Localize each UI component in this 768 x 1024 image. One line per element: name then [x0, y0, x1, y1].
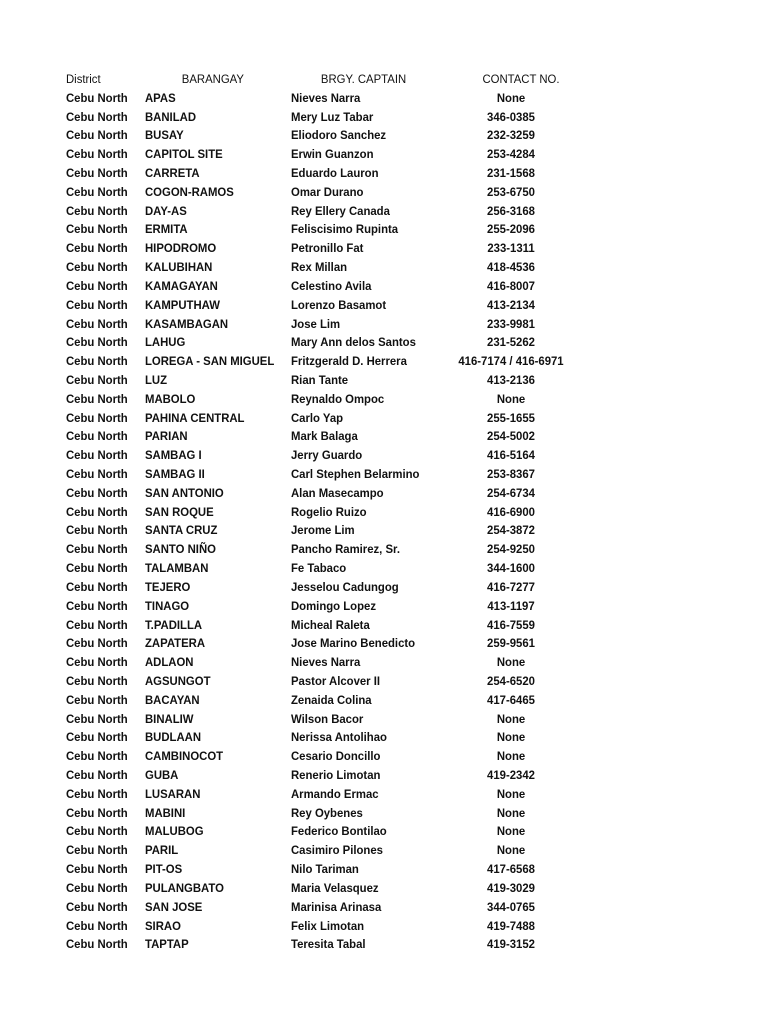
cell-contact: None — [496, 655, 526, 670]
cell-captain: Rex Millan — [291, 260, 348, 275]
table-row — [66, 465, 586, 484]
table-row — [66, 540, 586, 559]
cell-contact: 416-7559 — [487, 617, 535, 632]
cell-contact: 254-3872 — [487, 523, 535, 538]
table-row — [66, 371, 586, 390]
table-row — [66, 634, 586, 653]
cell-contact: 419-3029 — [487, 880, 535, 895]
cell-contact: 254-9250 — [487, 542, 535, 557]
cell-contact: 254-6520 — [487, 673, 535, 688]
table-row — [66, 126, 586, 145]
table-row — [66, 390, 586, 409]
cell-captain: Marinisa Arinasa — [291, 899, 382, 914]
cell-captain: Mark Balaga — [291, 429, 358, 444]
cell-barangay: MABINI — [145, 805, 186, 820]
table-row — [66, 596, 586, 615]
cell-captain: Jose Marino Benedicto — [291, 636, 416, 651]
cell-captain: Felix Limotan — [291, 918, 365, 933]
cell-barangay: SANTO NIÑO — [145, 542, 216, 557]
cell-district: Cebu North — [66, 730, 128, 745]
cell-district: Cebu North — [66, 598, 128, 613]
cell-contact: None — [496, 90, 526, 105]
cell-contact: 233-1311 — [487, 241, 535, 256]
cell-contact: 344-1600 — [487, 561, 535, 576]
table-row — [66, 220, 586, 239]
cell-district: Cebu North — [66, 749, 128, 764]
header-contact: CONTACT NO. — [482, 72, 560, 87]
table-row — [66, 239, 586, 258]
cell-contact: 344-0765 — [487, 899, 535, 914]
cell-captain: Micheal Raleta — [291, 617, 370, 632]
cell-captain: Teresita Tabal — [291, 937, 366, 952]
cell-barangay: T.PADILLA — [145, 617, 203, 632]
cell-district: Cebu North — [66, 335, 128, 350]
cell-barangay: KAMAGAYAN — [145, 278, 218, 293]
cell-district: Cebu North — [66, 278, 128, 293]
cell-district: Cebu North — [66, 805, 128, 820]
table-row — [66, 277, 586, 296]
cell-district: Cebu North — [66, 222, 128, 237]
cell-barangay: KALUBIHAN — [145, 260, 213, 275]
cell-contact: 256-3168 — [487, 203, 535, 218]
cell-barangay: CAMBINOCOT — [145, 749, 224, 764]
cell-contact: 346-0385 — [487, 109, 535, 124]
cell-barangay: APAS — [145, 90, 176, 105]
cell-captain: Nieves Narra — [291, 90, 361, 105]
cell-contact: 416-8007 — [487, 278, 535, 293]
cell-captain: Mary Ann delos Santos — [291, 335, 416, 350]
cell-district: Cebu North — [66, 579, 128, 594]
cell-district: Cebu North — [66, 467, 128, 482]
cell-district: Cebu North — [66, 711, 128, 726]
cell-barangay: LAHUG — [145, 335, 186, 350]
table-body — [66, 89, 586, 954]
cell-captain: Feliscisimo Rupinta — [291, 222, 399, 237]
cell-district: Cebu North — [66, 655, 128, 670]
cell-barangay: ZAPATERA — [145, 636, 206, 651]
cell-captain: Jesselou Cadungog — [291, 579, 399, 594]
cell-district: Cebu North — [66, 617, 128, 632]
cell-barangay: BANILAD — [145, 109, 197, 124]
cell-contact: 254-5002 — [487, 429, 535, 444]
cell-captain: Pastor Alcover II — [291, 673, 381, 688]
cell-barangay: LUSARAN — [145, 786, 201, 801]
cell-contact: 255-2096 — [487, 222, 535, 237]
cell-barangay: CAPITOL SITE — [145, 147, 223, 162]
cell-barangay: MALUBOG — [145, 824, 204, 839]
cell-district: Cebu North — [66, 429, 128, 444]
cell-district: Cebu North — [66, 918, 128, 933]
cell-captain: Rogelio Ruizo — [291, 504, 367, 519]
cell-barangay: COGON-RAMOS — [145, 184, 234, 199]
cell-captain: Maria Velasquez — [291, 880, 379, 895]
cell-contact: 413-2134 — [487, 297, 535, 312]
cell-captain: Domingo Lopez — [291, 598, 377, 613]
table-row — [66, 860, 586, 879]
cell-captain: Celestino Avila — [291, 278, 372, 293]
cell-district: Cebu North — [66, 542, 128, 557]
cell-captain: Fe Tabaco — [291, 561, 347, 576]
cell-barangay: TAPTAP — [145, 937, 189, 952]
cell-barangay: ADLAON — [145, 655, 194, 670]
cell-contact: 417-6465 — [487, 692, 535, 707]
cell-barangay: KASAMBAGAN — [145, 316, 229, 331]
cell-district: Cebu North — [66, 90, 128, 105]
cell-contact: 416-5164 — [487, 448, 535, 463]
cell-contact: None — [496, 824, 526, 839]
cell-contact: None — [496, 805, 526, 820]
table-row — [66, 446, 586, 465]
cell-contact: 233-9981 — [487, 316, 535, 331]
table-row — [66, 164, 586, 183]
cell-barangay: BACAYAN — [145, 692, 200, 707]
cell-contact: None — [496, 843, 526, 858]
cell-captain: Cesario Doncillo — [291, 749, 381, 764]
cell-district: Cebu North — [66, 824, 128, 839]
cell-contact: 413-1197 — [487, 598, 535, 613]
cell-barangay: DAY-AS — [145, 203, 187, 218]
cell-contact: 413-2136 — [487, 372, 535, 387]
cell-barangay: CARRETA — [145, 166, 200, 181]
cell-contact: 417-6568 — [487, 862, 535, 877]
table-row — [66, 897, 586, 916]
cell-contact: 255-1655 — [487, 410, 535, 425]
cell-captain: Fritzgerald D. Herrera — [291, 354, 407, 369]
cell-captain: Zenaida Colina — [291, 692, 372, 707]
cell-contact: 416-6900 — [487, 504, 535, 519]
cell-district: Cebu North — [66, 147, 128, 162]
barangay-table — [66, 70, 586, 954]
table-row — [66, 709, 586, 728]
cell-captain: Federico Bontilao — [291, 824, 387, 839]
cell-district: Cebu North — [66, 636, 128, 651]
cell-district: Cebu North — [66, 692, 128, 707]
cell-district: Cebu North — [66, 109, 128, 124]
table-row — [66, 615, 586, 634]
cell-district: Cebu North — [66, 937, 128, 952]
cell-district: Cebu North — [66, 203, 128, 218]
cell-district: Cebu North — [66, 523, 128, 538]
table-row — [66, 408, 586, 427]
header-captain: BRGY. CAPTAIN — [320, 72, 407, 87]
cell-barangay: SAN ANTONIO — [145, 485, 224, 500]
table-row — [66, 803, 586, 822]
cell-captain: Jose Lim — [291, 316, 341, 331]
cell-contact: 419-2342 — [487, 768, 535, 783]
cell-district: Cebu North — [66, 786, 128, 801]
cell-captain: Nieves Narra — [291, 655, 361, 670]
cell-district: Cebu North — [66, 260, 128, 275]
cell-barangay: TALAMBAN — [145, 561, 209, 576]
cell-barangay: BINALIW — [145, 711, 194, 726]
cell-contact: None — [496, 711, 526, 726]
header-barangay: BARANGAY — [181, 72, 244, 87]
cell-captain: Eliodoro Sanchez — [291, 128, 387, 143]
cell-captain: Omar Durano — [291, 184, 364, 199]
cell-barangay: PAHINA CENTRAL — [145, 410, 245, 425]
cell-captain: Wilson Bacor — [291, 711, 364, 726]
table-row — [66, 728, 586, 747]
cell-captain: Renerio Limotan — [291, 768, 381, 783]
table-row — [66, 295, 586, 314]
cell-district: Cebu North — [66, 899, 128, 914]
cell-barangay: PARIL — [145, 843, 179, 858]
cell-contact: None — [496, 749, 526, 764]
cell-barangay: PARIAN — [145, 429, 188, 444]
cell-barangay: BUDLAAN — [145, 730, 202, 745]
cell-captain: Carlo Yap — [291, 410, 344, 425]
cell-barangay: BUSAY — [145, 128, 184, 143]
cell-district: Cebu North — [66, 166, 128, 181]
table-row — [66, 653, 586, 672]
cell-contact: 232-3259 — [487, 128, 535, 143]
table-row — [66, 747, 586, 766]
table-row — [66, 578, 586, 597]
table-row — [66, 258, 586, 277]
cell-contact: 231-1568 — [487, 166, 535, 181]
cell-district: Cebu North — [66, 448, 128, 463]
cell-district: Cebu North — [66, 673, 128, 688]
cell-captain: Jerome Lim — [291, 523, 355, 538]
table-row — [66, 201, 586, 220]
table-row — [66, 916, 586, 935]
cell-barangay: LUZ — [145, 372, 168, 387]
cell-district: Cebu North — [66, 504, 128, 519]
table-row — [66, 89, 586, 108]
cell-district: Cebu North — [66, 316, 128, 331]
cell-contact: 416-7174 / 416-6971 — [458, 354, 564, 369]
cell-captain: Reynaldo Ompoc — [291, 391, 385, 406]
cell-district: Cebu North — [66, 391, 128, 406]
cell-barangay: SAMBAG I — [145, 448, 202, 463]
cell-contact: 419-3152 — [487, 937, 535, 952]
table-row — [66, 502, 586, 521]
cell-contact: 419-7488 — [487, 918, 535, 933]
cell-district: Cebu North — [66, 372, 128, 387]
cell-district: Cebu North — [66, 354, 128, 369]
cell-contact: 253-4284 — [487, 147, 535, 162]
cell-captain: Petronillo Fat — [291, 241, 364, 256]
cell-captain: Carl Stephen Belarmino — [291, 467, 420, 482]
table-row — [66, 935, 586, 954]
table-row — [66, 672, 586, 691]
cell-district: Cebu North — [66, 184, 128, 199]
cell-contact: None — [496, 730, 526, 745]
cell-contact: 254-6734 — [487, 485, 535, 500]
cell-barangay: LOREGA - SAN MIGUEL — [145, 354, 275, 369]
cell-district: Cebu North — [66, 410, 128, 425]
cell-captain: Jerry Guardo — [291, 448, 363, 463]
cell-district: Cebu North — [66, 128, 128, 143]
table-row — [66, 183, 586, 202]
table-row — [66, 352, 586, 371]
cell-district: Cebu North — [66, 297, 128, 312]
cell-barangay: PULANGBATO — [145, 880, 224, 895]
cell-captain: Mery Luz Tabar — [291, 109, 374, 124]
cell-contact: 231-5262 — [487, 335, 535, 350]
cell-barangay: SAMBAG II — [145, 467, 205, 482]
cell-barangay: KAMPUTHAW — [145, 297, 220, 312]
header-district: District — [66, 72, 101, 87]
table-row — [66, 107, 586, 126]
table-row — [66, 785, 586, 804]
cell-barangay: AGSUNGOT — [145, 673, 211, 688]
cell-barangay: PIT-OS — [145, 862, 183, 877]
cell-barangay: SIRAO — [145, 918, 181, 933]
table-row — [66, 766, 586, 785]
table-row — [66, 841, 586, 860]
cell-barangay: GUBA — [145, 768, 179, 783]
cell-contact: 416-7277 — [487, 579, 535, 594]
cell-captain: Lorenzo Basamot — [291, 297, 387, 312]
cell-district: Cebu North — [66, 880, 128, 895]
cell-captain: Rey Oybenes — [291, 805, 363, 820]
table-row — [66, 559, 586, 578]
cell-district: Cebu North — [66, 485, 128, 500]
cell-captain: Rian Tante — [291, 372, 349, 387]
table-row — [66, 484, 586, 503]
cell-barangay: SAN ROQUE — [145, 504, 214, 519]
table-row — [66, 333, 586, 352]
cell-district: Cebu North — [66, 843, 128, 858]
cell-district: Cebu North — [66, 862, 128, 877]
table-row — [66, 879, 586, 898]
cell-captain: Nilo Tariman — [291, 862, 359, 877]
cell-contact: 253-6750 — [487, 184, 535, 199]
cell-barangay: MABOLO — [145, 391, 196, 406]
cell-captain: Pancho Ramirez, Sr. — [291, 542, 400, 557]
table-row — [66, 521, 586, 540]
cell-captain: Eduardo Lauron — [291, 166, 379, 181]
cell-barangay: SAN JOSE — [145, 899, 203, 914]
cell-captain: Erwin Guanzon — [291, 147, 374, 162]
cell-captain: Rey Ellery Canada — [291, 203, 390, 218]
cell-barangay: HIPODROMO — [145, 241, 217, 256]
cell-district: Cebu North — [66, 768, 128, 783]
table-row — [66, 691, 586, 710]
table-row — [66, 822, 586, 841]
cell-contact: None — [496, 391, 526, 406]
cell-contact: 253-8367 — [487, 467, 535, 482]
cell-captain: Armando Ermac — [291, 786, 379, 801]
cell-captain: Nerissa Antolihao — [291, 730, 387, 745]
table-row — [66, 314, 586, 333]
cell-contact: 418-4536 — [487, 260, 535, 275]
cell-contact: None — [496, 786, 526, 801]
table-row — [66, 145, 586, 164]
cell-contact: 259-9561 — [487, 636, 535, 651]
cell-district: Cebu North — [66, 241, 128, 256]
cell-barangay: TINAGO — [145, 598, 190, 613]
cell-barangay: SANTA CRUZ — [145, 523, 218, 538]
cell-captain: Casimiro Pilones — [291, 843, 383, 858]
cell-captain: Alan Masecampo — [291, 485, 384, 500]
cell-district: Cebu North — [66, 561, 128, 576]
cell-barangay: ERMITA — [145, 222, 188, 237]
cell-barangay: TEJERO — [145, 579, 191, 594]
table-header-row — [66, 70, 586, 89]
table-row — [66, 427, 586, 446]
